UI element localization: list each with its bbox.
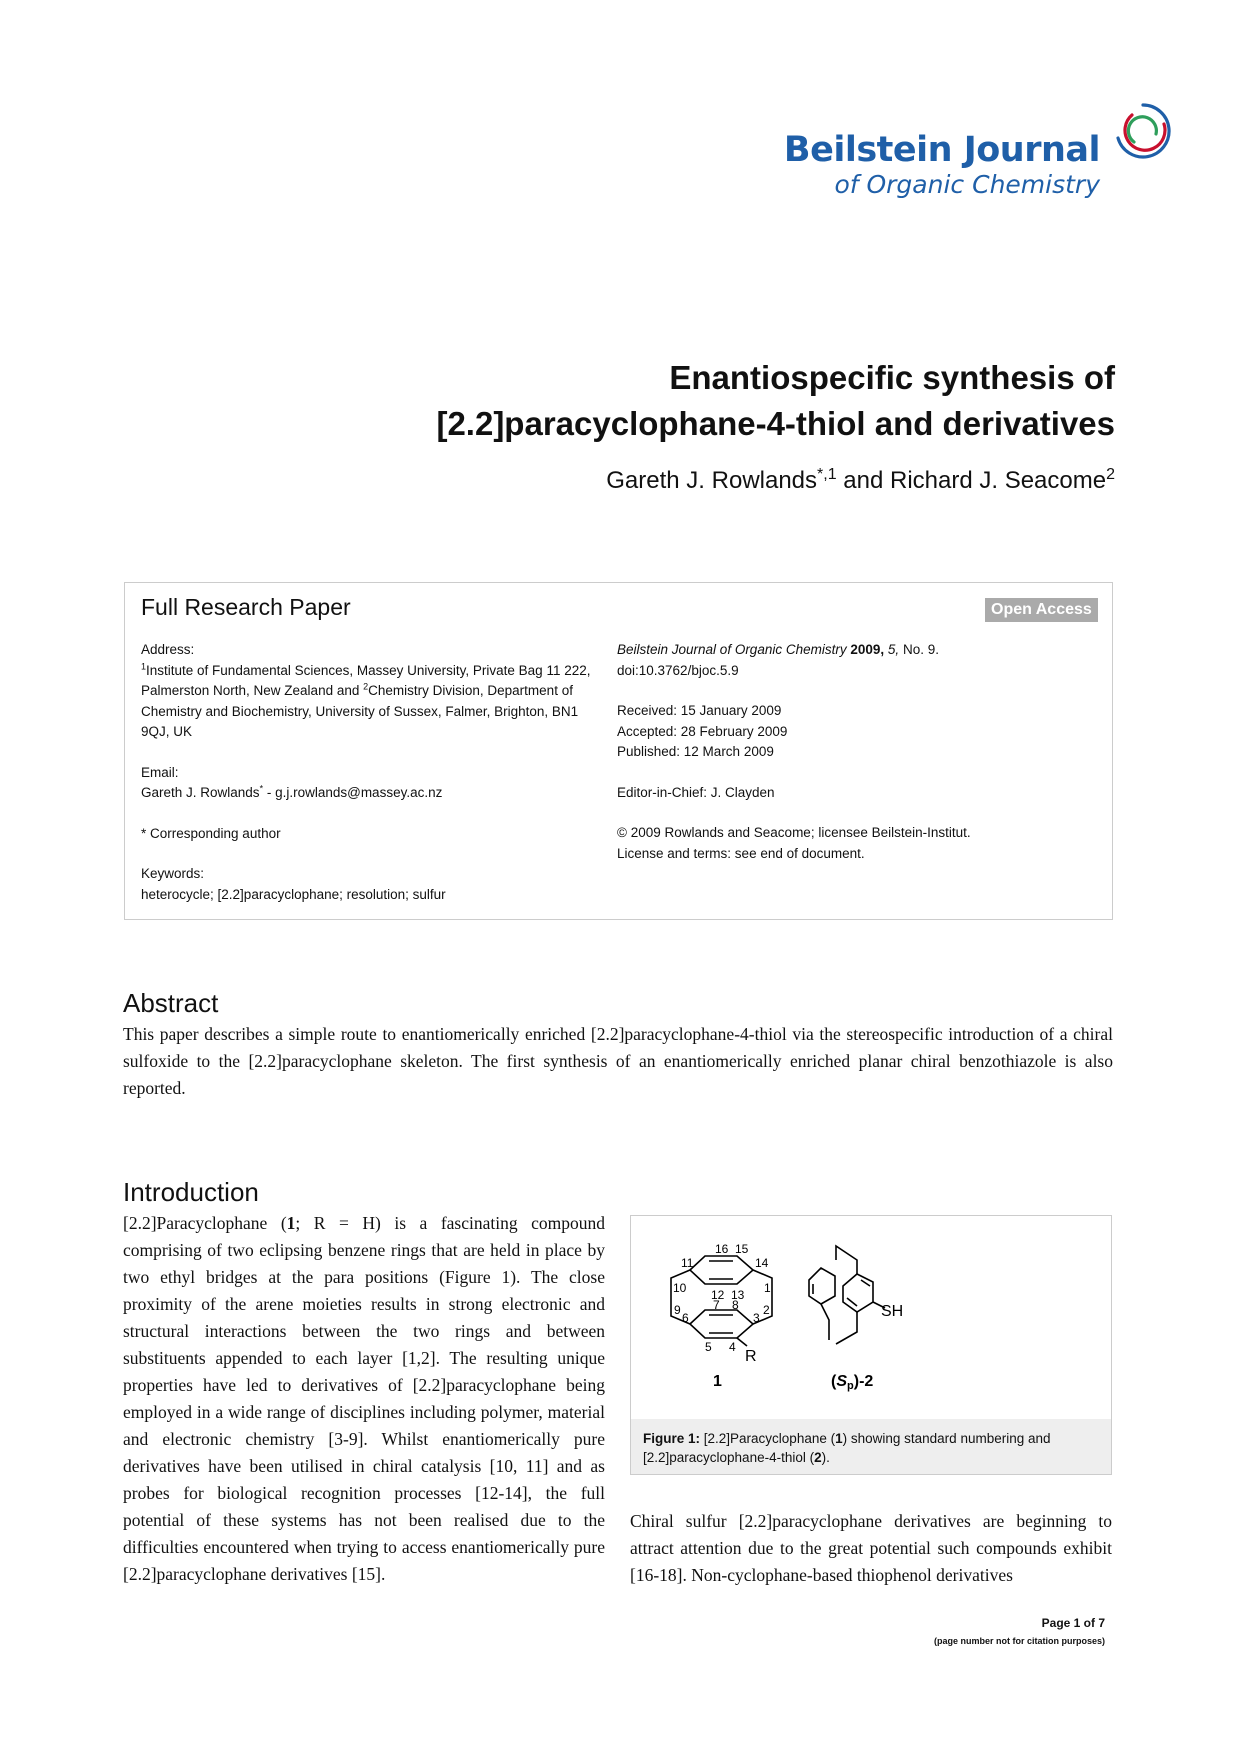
introduction-paragraph-1	[123, 1210, 605, 1588]
citation	[617, 640, 1097, 661]
introduction-heading: Introduction	[123, 1177, 259, 1207]
journal-name-line2: of Organic Chemistry	[834, 170, 1100, 199]
paper-type: Full Research Paper	[141, 594, 351, 620]
info-right-column	[617, 640, 1097, 864]
number-4: 4	[729, 1340, 736, 1354]
intro-p1-b: ; R = H) is a fascinating compound comprising of two eclipsing benzene rings that are held in place by two ethyl bridges at the para positions (Figure 1). The close proximity of the arene moieties results in strong electronic and structural interactions between the two rings and between substituents appended to each layer [1,2]. The resulting unique properties have led to derivatives of [2.2]paracyclophane being employed in a wide range of disciplines including polymer, material and electronic chemistry [3-9]. Whilst enantiomerically pure derivatives have been utilised in chiral catalysis [10, 11] and as probes for biological recognition processes [12-14], the full potential of these systems has not been realised due to the difficulties encountered when trying to access enantiomerically pure [2.2]paracyclophane derivatives [15].	[123, 1213, 605, 1584]
citation-issue: No. 9.	[902, 642, 939, 657]
figure-1-structure	[631, 1216, 1111, 1419]
address-part-1: Institute of Fundamental Sciences, Massey University, Private Bag 11 222, Palmerston North, New Zealand and	[141, 662, 591, 698]
number-11: 11	[681, 1256, 694, 1270]
introduction-paragraph-2: Chiral sulfur [2.2]paracyclophane derivatives are beginning to attract attention due to the great potential such compounds exhibit [16-18]. Non-cyclophane-based thiophenol derivatives	[630, 1511, 1112, 1585]
caption-compound-1: 1	[835, 1431, 843, 1446]
number-13: 13	[731, 1288, 745, 1302]
abstract-heading: Abstract	[123, 988, 219, 1018]
citation-journal: Beilstein Journal of Organic Chemistry	[617, 642, 847, 657]
number-15: 15	[735, 1242, 749, 1256]
caption-a: [2.2]Paracyclophane (	[700, 1431, 836, 1446]
received-date: Received: 15 January 2009	[617, 703, 782, 718]
page-number-note: (page number not for citation purposes)	[933, 1636, 1105, 1646]
author-1-affiliation: *,1	[817, 466, 837, 483]
editor: Editor-in-Chief: J. Clayden	[617, 784, 775, 800]
address-part-2: Chemistry Division, Department of Chemistry and Biochemistry, University of Sussex, Falmer, Brighton, BN1 9QJ, UK	[141, 683, 579, 739]
page-number: Page 1 of 7	[1041, 1616, 1105, 1630]
number-1: 1	[764, 1281, 771, 1295]
caption-b: ) showing standard numbering and [2.2]paracyclophane-4-thiol (	[643, 1431, 1051, 1465]
open-access-badge: Open Access	[985, 598, 1098, 622]
doi[interactable]: doi:10.3762/bjoc.5.9	[617, 662, 739, 678]
email-address[interactable]: - g.j.rowlands@massey.ac.nz	[263, 785, 443, 800]
email-label: Email:	[141, 764, 179, 780]
email-sup: *	[259, 783, 264, 794]
info-left-column	[141, 640, 601, 905]
abstract-text: This paper describes a simple route to enantiomerically enriched [2.2]paracyclophane-4-thiol via the stereospecific introduction of a chiral sulfoxide to the [2.2]paracyclophane skeleton. The first synthesis of an enantiomerically enriched planar chiral benzothiazole is also reported.	[123, 1024, 1113, 1098]
figure-1-caption	[631, 1419, 1111, 1474]
number-7: 7	[713, 1298, 720, 1312]
keywords: heterocycle; [2.2]paracyclophane; resolution; sulfur	[141, 886, 446, 902]
caption-c: ).	[821, 1450, 830, 1465]
number-10: 10	[673, 1281, 687, 1295]
number-2: 2	[763, 1303, 770, 1317]
journal-name-line1: Beilstein Journal	[783, 130, 1100, 170]
number-8: 8	[732, 1298, 739, 1312]
license: License and terms: see end of document.	[617, 845, 865, 861]
address-sup-2: 2	[363, 681, 369, 692]
author-2-affiliation: 2	[1106, 466, 1115, 483]
caption-label: Figure 1:	[643, 1431, 701, 1446]
address	[141, 661, 601, 743]
number-3: 3	[753, 1311, 760, 1325]
compound-label-1: 1	[713, 1373, 722, 1390]
author-1: Gareth J. Rowlands	[606, 467, 818, 494]
number-12: 12	[711, 1288, 725, 1302]
number-16: 16	[715, 1242, 729, 1256]
citation-year: 2009,	[850, 642, 885, 657]
intro-p1-compound-1: 1	[286, 1213, 296, 1233]
atom-numbers	[673, 1242, 771, 1354]
compound-label-2: (Sp)-2	[831, 1373, 874, 1392]
email-name: Gareth J. Rowlands	[141, 785, 260, 800]
authors	[300, 466, 1115, 495]
address-sup-1: 1	[141, 661, 147, 671]
citation-volume: 5,	[887, 642, 900, 657]
corresponding-author: * Corresponding author	[141, 825, 281, 841]
address-label: Address:	[141, 642, 195, 657]
email	[141, 783, 601, 804]
copyright: © 2009 Rowlands and Seacome; licensee Beilstein-Institut.	[617, 825, 971, 840]
journal-logo-text	[700, 130, 1100, 199]
thiol-structure-2	[809, 1246, 885, 1344]
author-2: Richard J. Seacome	[890, 467, 1107, 494]
number-14: 14	[755, 1256, 769, 1270]
number-9: 9	[674, 1303, 681, 1317]
journal-logo-icon	[1112, 100, 1174, 162]
authors-and: and	[843, 467, 884, 494]
intro-p1-a: [2.2]Paracyclophane (	[123, 1213, 287, 1233]
keywords-label: Keywords:	[141, 866, 205, 881]
published-date: Published: 12 March 2009	[617, 744, 774, 759]
caption-compound-2: 2	[814, 1450, 822, 1465]
accepted-date: Accepted: 28 February 2009	[617, 723, 788, 739]
substituent-r: R	[745, 1348, 757, 1365]
title-line-1: Enantiospecific synthesis of	[669, 359, 1115, 396]
paper-title	[300, 355, 1115, 447]
substituent-sh: SH	[881, 1303, 904, 1320]
number-5: 5	[705, 1340, 712, 1354]
title-line-2: [2.2]paracyclophane-4-thiol and derivatives	[436, 405, 1115, 442]
number-6: 6	[682, 1311, 689, 1325]
